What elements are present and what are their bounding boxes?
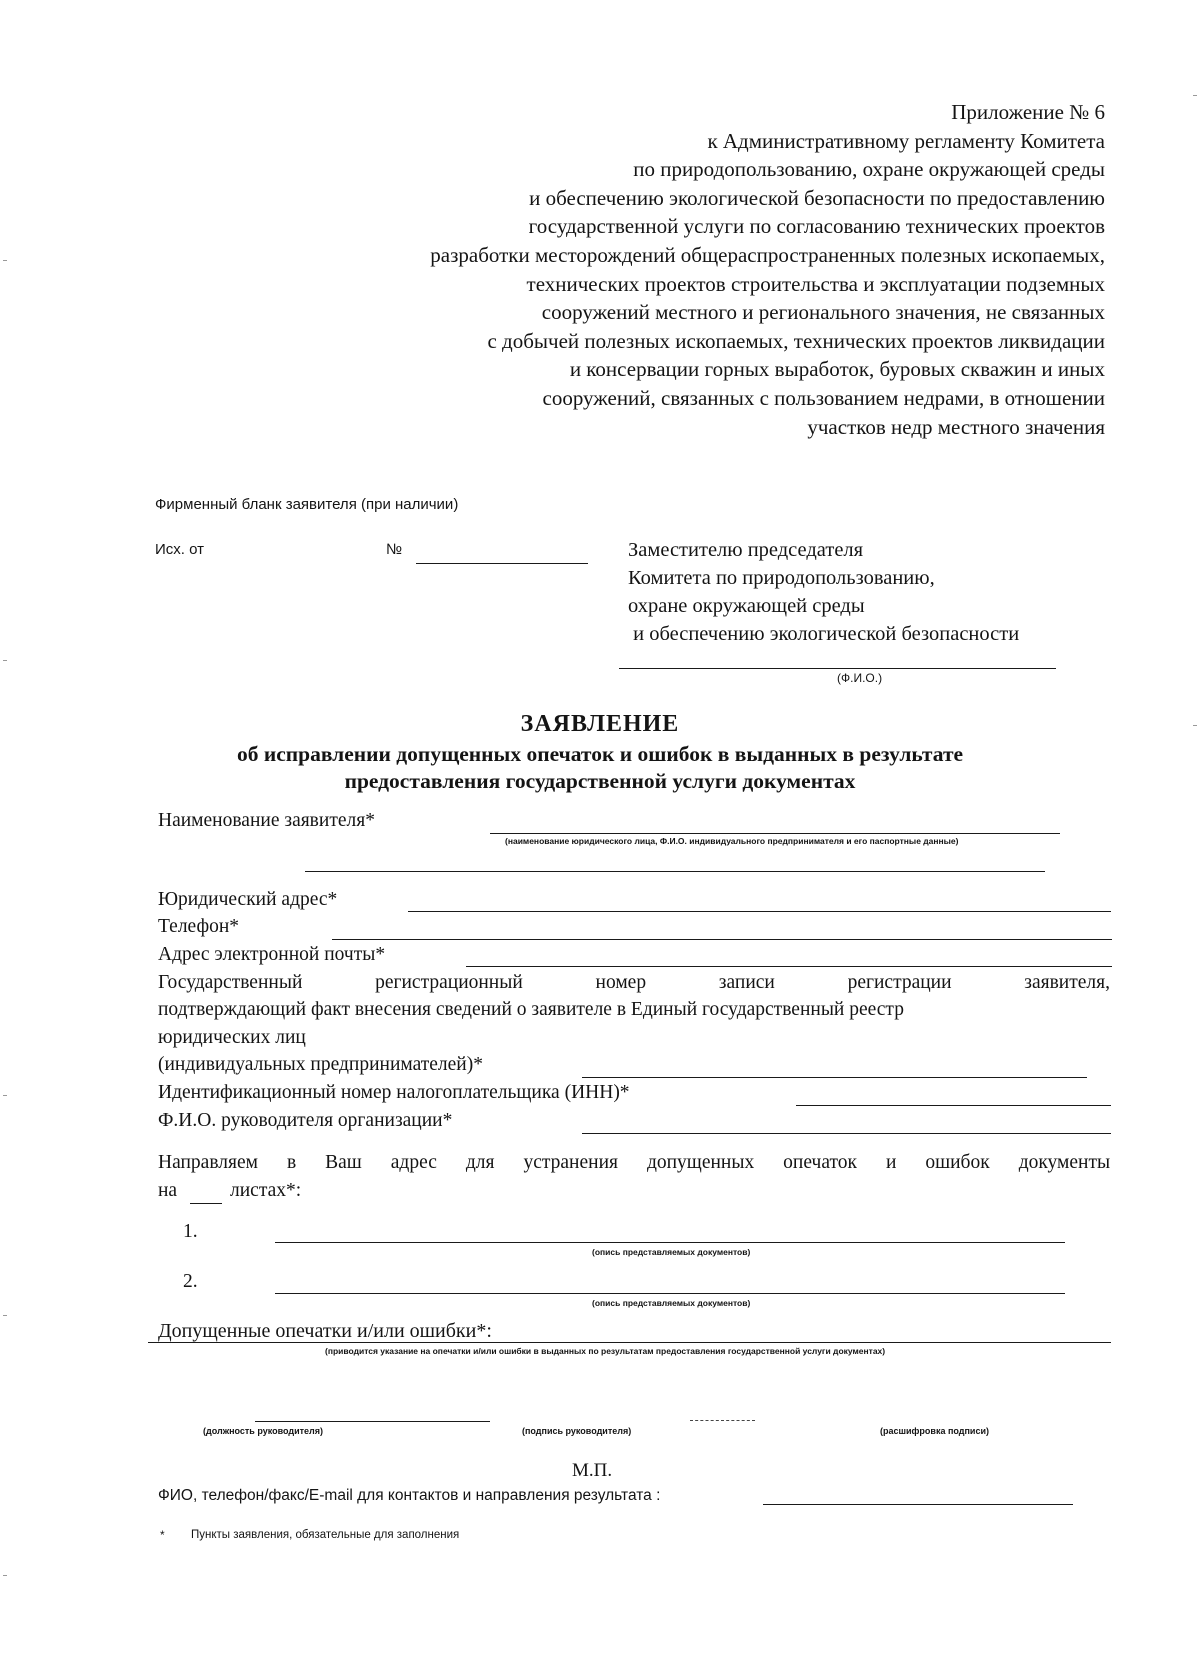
document-item-hint: (опись представляемых документов): [592, 1298, 751, 1308]
addressee-block: [628, 536, 1019, 648]
stamp-placeholder: М.П.: [572, 1460, 613, 1481]
word: ошибок: [925, 1152, 990, 1173]
director-label: Ф.И.О. руководителя организации*: [158, 1110, 453, 1131]
word: для: [465, 1152, 495, 1173]
scan-mark: [3, 260, 7, 261]
header-line: участков недр местного значения: [807, 414, 1105, 439]
document-title: ЗАЯВЛЕНИЕ: [520, 711, 680, 737]
addressee-fio-field[interactable]: [619, 668, 1056, 669]
footnote-text: Пункты заявления, обязательные для заполнения: [191, 1529, 460, 1541]
reg-number-line-3: юридических лиц: [158, 1027, 306, 1048]
sheets-count-field[interactable]: [190, 1203, 222, 1204]
phone-label: Телефон*: [158, 916, 240, 937]
header-line: и консервации горных выработок, буровых скважин и иных: [569, 357, 1105, 382]
document-item-hint: (опись представляемых документов): [592, 1247, 751, 1257]
header-line: сооружений местного и регионального значения, не связанных: [541, 300, 1105, 325]
footnote-mark: *: [160, 1528, 165, 1542]
documents-intro-line-1: [158, 1152, 1110, 1174]
document-subtitle-2: предоставления государственной услуги документах: [344, 769, 856, 793]
errors-hint: (приводится указание на опечатки и/или ошибки в выданных по результатам предоставления государственной услуги документах): [325, 1346, 886, 1356]
header-line: к Административному регламенту Комитета: [707, 128, 1105, 153]
header-line: по природопользованию, охране окружающей среды: [633, 157, 1105, 182]
header-line: государственной услуги по согласованию технических проектов: [528, 214, 1105, 239]
scan-mark: [3, 660, 7, 661]
outgoing-number-field[interactable]: [416, 563, 588, 564]
header-line: и обеспечению экологической безопасности по предоставлению: [529, 185, 1105, 210]
addressee-fio-hint: (Ф.И.О.): [837, 671, 883, 685]
word: Ваш: [325, 1152, 362, 1173]
header-line: с добычей полезных ископаемых, технических проектов ликвидации: [487, 328, 1105, 353]
phone-field[interactable]: [332, 939, 1112, 940]
outgoing-number-label: №: [386, 541, 403, 558]
word: в: [286, 1152, 297, 1173]
word: устранения: [523, 1152, 618, 1173]
reg-number-line-2: подтверждающий факт внесения сведений о заявителе в Единый государственный реестр: [158, 999, 904, 1020]
position-hint: (должность руководителя): [203, 1426, 324, 1436]
document-item-number: 2.: [183, 1271, 198, 1292]
errors-label: Допущенные опечатки и/или ошибки*:: [158, 1320, 492, 1342]
errors-field[interactable]: [148, 1342, 1111, 1343]
word: опечаток: [783, 1152, 857, 1173]
signature-decode-hint: (расшифровка подписи): [880, 1426, 989, 1436]
outgoing-date-label: Исх. от: [155, 541, 204, 558]
reg-number-line-4: (индивидуальных предпринимателей)*: [158, 1054, 483, 1075]
word: адрес: [390, 1152, 437, 1173]
document-subtitle-1: об исправлении допущенных опечаток и ошибок в выданных в результате: [236, 742, 964, 766]
addressee-line: и обеспечению экологической безопасности: [628, 623, 1020, 645]
contact-field[interactable]: [763, 1504, 1073, 1505]
appendix-header: [205, 98, 1105, 441]
scan-mark: [3, 1095, 7, 1096]
documents-intro-suffix: листах*:: [230, 1180, 302, 1201]
email-label: Адрес электронной почты*: [158, 944, 386, 965]
addressee-line: Заместителю председателя: [628, 539, 864, 561]
header-line: разработки месторождений общераспространенных полезных ископаемых,: [430, 242, 1105, 267]
header-line: технических проектов строительства и эксплуатации подземных: [526, 271, 1105, 296]
header-line: Приложение № 6: [951, 100, 1105, 124]
document-item-2-field[interactable]: [275, 1293, 1065, 1294]
scan-mark: [1193, 95, 1197, 96]
letterhead-label: Фирменный бланк заявителя (при наличии): [155, 496, 459, 513]
documents-intro-prefix: на: [158, 1180, 178, 1201]
director-field[interactable]: [582, 1133, 1111, 1134]
document-item-number: 1.: [183, 1221, 198, 1242]
word: Направляем: [158, 1152, 258, 1173]
applicant-name-hint: (наименование юридического лица, Ф.И.О. индивидуального предпринимателя и его паспортные данные): [505, 836, 959, 846]
word: допущенных: [646, 1152, 755, 1173]
reg-number-field[interactable]: [582, 1077, 1087, 1078]
legal-address-label: Юридический адрес*: [158, 889, 338, 910]
document-item-1-field[interactable]: [275, 1242, 1065, 1243]
inn-label: Идентификационный номер налогоплательщика (ИНН)*: [158, 1082, 630, 1103]
applicant-name-label: Наименование заявителя*: [158, 810, 375, 831]
word: документы: [1018, 1152, 1111, 1173]
scan-mark: [3, 1315, 7, 1316]
addressee-line: Комитета по природопользованию,: [628, 567, 935, 589]
word: записи: [718, 972, 775, 993]
inn-field[interactable]: [796, 1105, 1111, 1106]
header-line: сооружений, связанных с пользованием недрами, в отношении: [542, 385, 1105, 410]
position-field[interactable]: [255, 1421, 490, 1422]
signature-hint: (подпись руководителя): [522, 1426, 632, 1436]
word: номер: [595, 972, 647, 993]
word: и: [885, 1152, 897, 1173]
email-field[interactable]: [466, 966, 1112, 967]
legal-address-field[interactable]: [408, 911, 1111, 912]
word: заявителя,: [1024, 972, 1110, 993]
scan-mark: [3, 1575, 7, 1576]
word: Государственный: [158, 972, 303, 993]
contact-label: ФИО, телефон/факс/E-mail для контактов и направления результата :: [158, 1487, 661, 1504]
word: регистрационный: [375, 972, 523, 993]
applicant-name-field-2[interactable]: [305, 871, 1045, 872]
word: регистрации: [847, 972, 952, 993]
reg-number-line-1: [158, 972, 1110, 994]
addressee-line: охране окружающей среды: [628, 595, 865, 617]
signature-field[interactable]: [690, 1420, 755, 1421]
applicant-name-field[interactable]: [490, 833, 1060, 834]
